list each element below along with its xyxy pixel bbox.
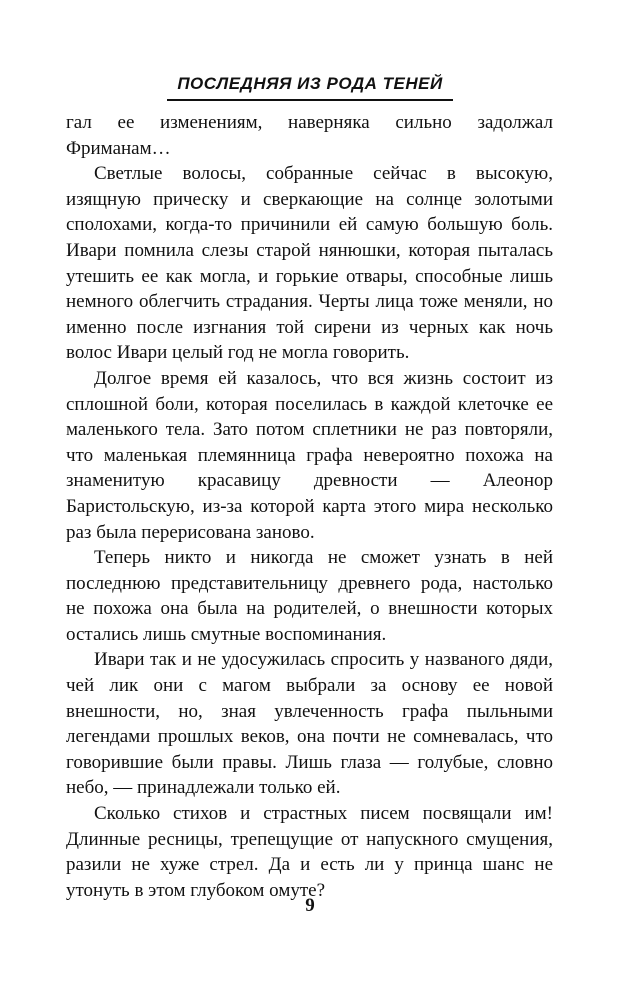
body-text [66,110,553,903]
paragraph: Светлые волосы, собранные сейчас в высокую, изящную прическу и сверкающие на солнце золотыми сполохами, когда-то причинили ей самую большую боль. Ивари помнила слезы старой нянюшки, которая пыталась утешить ее как могла, и горькие отвары, способные лишь немного облегчить страдания. Черты лица тоже меняли, но именно после изгнания той сирени из черных как ночь волос Ивари целый год не могла говорить. [66,163,553,364]
paragraph: Сколько стихов и страстных писем посвящали им! Длинные ресницы, трепещущие от напускного смущения, разили не хуже стрел. Да и есть ли у принца шанс не утонуть в этом глубоком омуте? [66,803,553,901]
running-head: ПОСЛЕДНЯЯ ИЗ РОДА ТЕНЕЙ [177,74,443,93]
running-head-rule [167,99,453,101]
paragraph: Долгое время ей казалось, что вся жизнь состоит из сплошной боли, которая поселилась в каждой клеточке ее маленького тела. Зато потом сплетники не раз повторяли, что маленькая племянница графа невероятно похожа на знаменитую красавицу древности — Алеонор Баристольскую, из-за которой карта этого мира несколько раз была перерисована заново. [66,367,553,543]
paragraph: Ивари так и не удосужилась спросить у названого дяди, чей лик они с магом выбрали за основу ее новой внешности, но, зная увлеченность графа пыльными легендами прошлых веков, она почти не сомневалась, что говорившие были правы. Лишь глаза — голубые, словно небо, — принадлежали только ей. [66,649,553,799]
paragraph-continuation: гал ее изменениям, наверняка сильно задолжал Фриманам… [66,112,553,159]
paragraph: Теперь никто и никогда не сможет узнать в ней последнюю представительницу древнего рода, настолько не похожа она была на родителей, о внешности которых остались лишь смутные воспоминания. [66,547,553,645]
page-number: 9 [305,895,315,916]
